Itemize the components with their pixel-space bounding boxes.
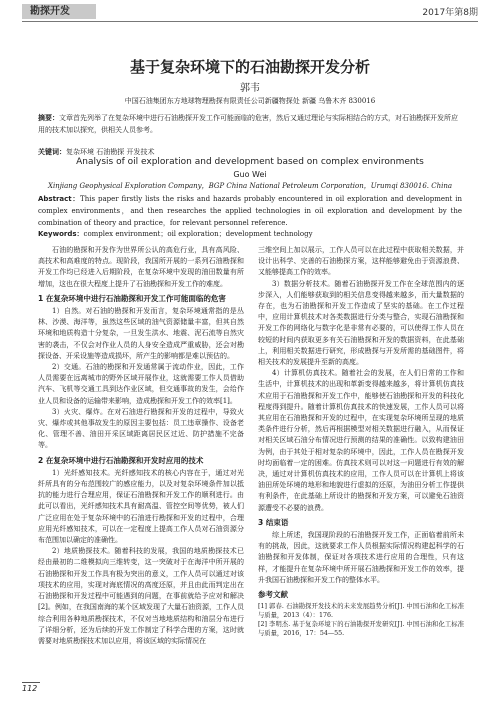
author: 郭韦 [240,83,260,94]
keywords-cn [38,147,462,157]
paragraph: 1）光纤感知技术。光纤感知技术的核心内容在于，通过对光纤所具有的分布范围较广的感应能力，以及对复杂环境条件加以抵抗的能力进行合理应用，保证石油勘探和开发工作的顺利进行。由此可以看出，光纤感知技术具有耐高温、管控空间等优势，被人们广泛应用在处于复杂环境中的石油进行勘探和开发的过程中，合理应用光纤感知技术，可以在一定程度上提高工作人员对石油资源分布范围加以确定的准确性。 [38,468,244,545]
section-tag: 勘探开发 [22,4,96,19]
english-abstract-text: This paper firstly lists the risks and hazards probably encountered in oil exploration and development in complex environments，and then researches the applied technologies in oil exploration and development by the combination of theory and practice，for relevant personnel reference. [38,195,462,227]
english-abstract [38,193,462,229]
paragraph: 三维空间上加以展示，工作人员可以在此过程中获取相关数据，并设计出科学、完善的石油勘探方案，这样能够避免由于资源浪费、又能够提高工作的效率。 [258,246,464,277]
paragraph: 2）交通。石油的勘探和开发通常属于流动作业，因此，工作人员需要在远离城市的野外区域开展作业，这就需要工作人员借助汽车、飞机等交通工具到达作业区域，但交通事故的发生，会给作业人员和设备的运输带来影响，造成勘探和开发工作的效率[1]。 [38,363,244,405]
abstract-cn [38,112,462,136]
english-keywords [38,229,462,239]
paragraph: 1）自然。对石油的勘探和开发而言，复杂环境通常指的是丛林、沙漠、海洋等，虽然这些区域的油气资源储量丰富，但其自然环境和地质构造十分复杂，一旦发生洪水、地震、泥石流等自然灾害的袭击，不仅会对作业人员的人身安全造成严重威胁，还会对勘探设备、开采设施等造成损坏，所产生的影响都是难以预估的。 [38,307,244,360]
section-heading-2: 2 在复杂环境中进行石油勘探和开发时应用的技术 [38,455,204,465]
references [258,602,464,638]
english-keywords-label: Keywords： [38,230,84,238]
keywords-text: 复杂环境 石油勘探 开发技术 [66,148,155,156]
paragraph: 3）火灾、爆炸。在对石油进行勘探和开发的过程中，导致火灾、爆炸或其他事故发生的原因主要包括：员工违章操作、设备老化、管理不善、油田开采区域距离居民区过近、防护措施不完备等。 [38,407,244,450]
intro-paragraph: 石油的勘探和开发作为世界所公认的高危行业，具有高风险、高技术和高难度的特点。现阶段，我国所开展的一系列石油勘探和开发工作均已经进入后期阶段，在复杂环境中发现的油田数量有所增加，这也在很大程度上提升了石油勘探和开发工作的难度。 [38,246,244,288]
english-affiliation: Xinjiang Geophysical Exploration Company，BGP China National Petroleum Corporation，Urumqi 830016. China [47,182,453,190]
english-title: Analysis of oil exploration and development based on complex environments [76,157,424,167]
affiliation: 中国石油集团东方地球物理勘探有限责任公司新疆物探处 新疆 乌鲁木齐 830016 [124,97,376,105]
footer-rule [22,682,40,683]
paragraph: 3）数据分析技术。随着石油勘探开发工作在全球范围内的逐步深入，人们能够获取到的相关信息变得越来越多，而大量数据的存在，也为石油勘探和开发工作造成了坚实的基础。在工作过程中，应用计算机技术对各类数据进行分类与整合，实现石油勘探和开发工作的网络化与数字化是非常有必要的，可以使得工作人员在较短的时间内获取更多有关石油勘探和开发的数据资料，在此基础上，利用相关数据进行研究，形成勘探与开发所需的基础图件，将相关技术的发展提升至新的高度。 [258,279,464,367]
paragraph: 4）计算机仿真技术。随着社会的发展，在人们日常的工作和生活中，计算机技术的出现和革新变得越来越多，将计算机仿真技术应用于石油勘探和开发工作中，能够使石油勘探和开发的科技化程度得到提升。随着计算机仿真技术的快速发展，工作人员可以将其应用在石油勘探和开发的过程中，在实现复杂环境所呈现的地质类条件进行分析，然后再根据模型对相关数据进行融入，从而保证对相关区域石油分布情况进行预测的结果的准确性。以致构建油田为例，由于其处于相对复杂的环境中，因此，工作人员在勘探开发时均面临着一定的困难。仿真技术则可以对这一问题进行有效的解决，通过对计算机仿真技术的应用，工作人员可以在计算机上将该油田所处环境的地形和地貌进行虚拟的还原，为油田分析工作提供有利条件，在此基础上所设计的勘探和开发方案，可以避免石油资源遭受不必要的浪费。 [258,369,464,512]
paragraph: 综上所述，我国现阶段的石油勘探开发工作，正面临着前所未有的挑战，因此，这就要求工作人员根据实际情况构建起科学的石油勘探和开发体制，保证对各项技术进行应用的合理性，只有这样，才能提升在复杂环境中所开展石油勘探和开发工作的效率，提升我国石油勘探和开发工作的整体水平。 [258,531,464,584]
reference-item: [1] 郭春. 石油勘探开发技术的未来发展趋势分析[J]. 中国石油和化工标准与质量，2013（4）：176. [258,603,464,620]
issue-label: 2017年第8期 [422,8,478,18]
abstract-text: 文章首先列举了在复杂环境中进行石油勘探开发工作可能面临的危害，然后又通过理论与实际相结合的方式，对石油勘探开发所应用的技术加以探究，供相关人员参考。 [38,114,458,134]
abstract-label: 摘要： [38,114,59,122]
references-heading: 参考文献 [258,590,288,600]
reference-item: [2] 李明杰. 基于复杂环境下的石油勘探开发研究[J]. 中国石油和化工标准与质量，2016，17：54—55. [258,621,464,638]
section-heading-3: 3 结束语 [258,517,289,527]
paragraph: 2）地质勘探技术。随着科技的发展，我国的地质勘探技术已经由最初的二维模拟向三维转变，这一突破对于在海洋中所开展的石油勘探和开发工作具有极为突出的意义，工作人员可以通过对该项技术的应用，实现对海底情况的高度还原，并且由此而判定出在石油勘探和开发过程中可能遇到的问题，在事前就给予应对和解决[2]。例如，在我国南海的某个区域发现了大量石油资源，工作人员综合利用各种地质勘探技术，不仅对当地地质结构和油层分布进行了详细分析，还为后续的开发工作制定了科学合理的方案，这时就需要对地质勘探技术加以应用，将该区域的实际情况在 [38,547,244,645]
header-rule [22,21,478,22]
page-header [0,0,500,22]
left-column [38,245,244,647]
english-author: Guo Wei [233,170,267,179]
page-number: 112 [22,684,38,693]
right-column [258,245,464,638]
english-abstract-label: Abstract： [38,195,81,203]
section-heading-1: 1 在复杂环境中进行石油勘探和开发工作可能面临的危害 [38,293,226,303]
article-title: 基于复杂环境下的石油勘探开发分析 [129,58,370,76]
english-keywords-text: complex environment；oil exploration；development technology [83,230,313,238]
keywords-label: 关键词： [38,148,66,156]
